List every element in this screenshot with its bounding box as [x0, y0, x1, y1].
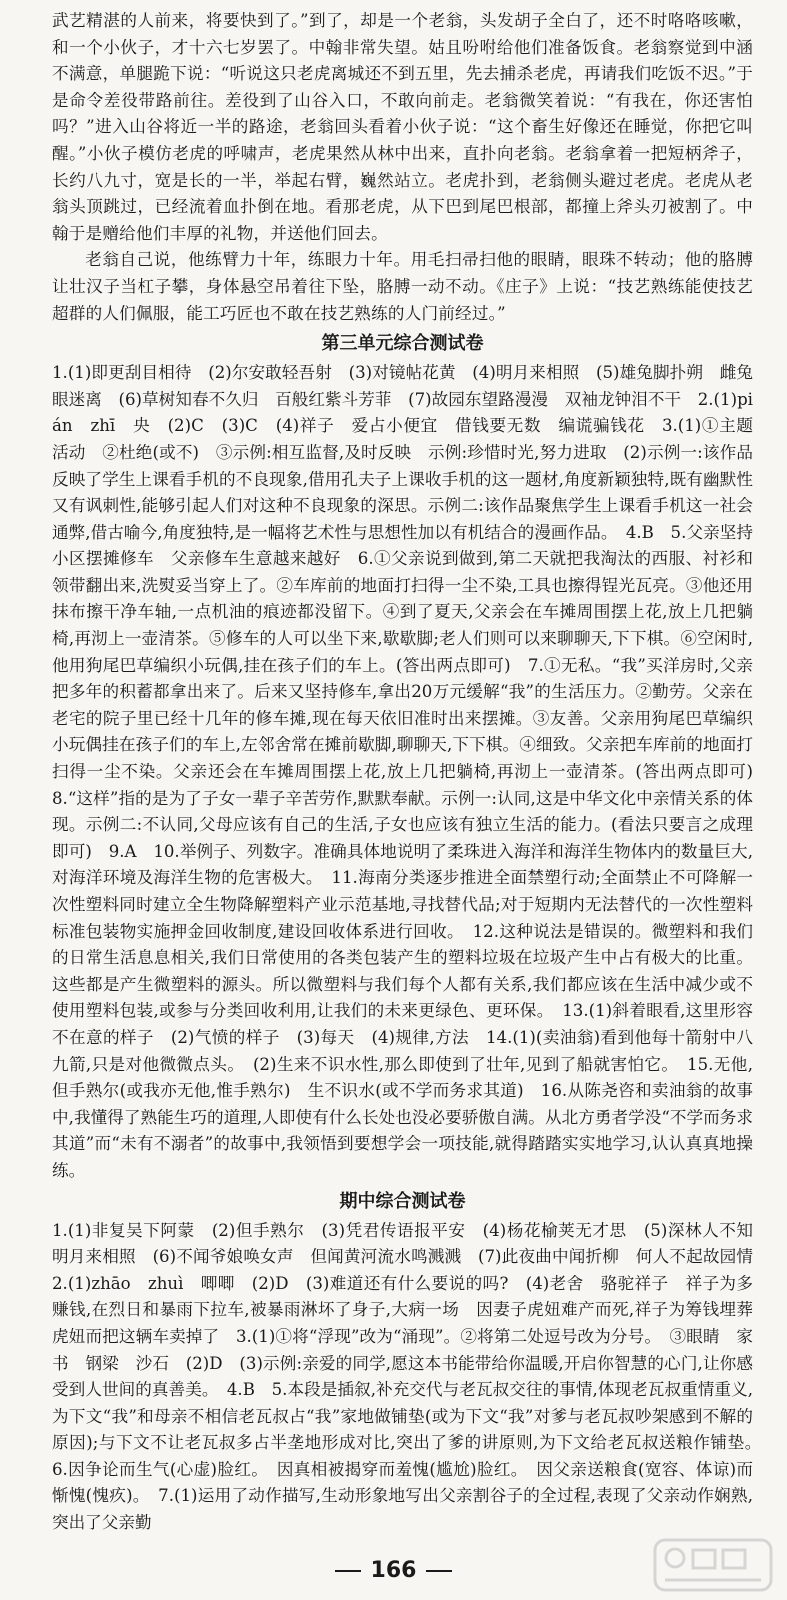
section3-title: 第三单元综合测试卷 — [321, 333, 484, 355]
midterm-answers: 1.(1)非复吴下阿蒙 (2)但手熟尔 (3)凭君传语报平安 (4)杨花榆荚无才思 (5)深林人不知 明月来相照 (6)不闻爷娘唤女声 但闻黄河流水鸣溅溅 (7)此夜曲中闻折柳 何人不起故园情 2.(1)zhāo zhuì 唧唧 (2)D (3)难道还有什么要说的吗? (4)老舍 骆驼祥子 祥子为多赚钱,在烈日和暴雨下拉车,被暴雨淋坏了身子,大病一场 因妻子虎妞难产而死,祥子为筹钱埋葬虎妞而把这辆车卖掉了 3.(1)①将“浮现”改为“涌现”。②将第二处逗号改为分号。 ③眼睛 家书 钢梁 沙石 (2)D (3)示例:亲爱的同学,愿这本书能带给你温暖,开启你智慧的心门,让你感受到人世间的真善美。 4.B 5.本段是插叙,补充交代与老瓦叔交往的事情,体现老瓦叔重情重义,为下文“我”和母亲不相信老瓦叔占“我”家地做铺垫(或为下文“我”对爹与老瓦叔吵架感到不解的原因);与下文不让老瓦叔多占半垄地形成对比,突出了爹的讲原则,为下文给老瓦叔送粮作铺垫。 6.因争论而生气(心虚)脸红。 因真相被揭穿而羞愧(尴尬)脸红。 因父亲送粮食(宽容、体谅)而惭愧(愧疚)。 7.(1)运用了动作描写,生动形象地写出父亲割谷子的全过程,表现了父亲动作娴熟,突出了父亲勤 — [52, 1220, 770, 1533]
passage-paragraph-1: 武艺精湛的人前来，将要快到了。”到了，却是一个老翁，头发胡子全白了，还不时咯咯咳嗽，和一个小伙子，才十六七岁罢了。中翰非常失望。姑且吩咐给他们准备饭食。老翁察觉到中涵不满意，单腿跪下说：“听说这只老虎离城还不到五里，先去捕杀老虎，再请我们吃饭不迟。”于是命令差役带路前往。差役到了山谷入口，不敢向前走。老翁微笑着说：“有我在，你还害怕吗？”进入山谷将近一半的路途，老翁回头看着小伙子说：“这个畜生好像还在睡觉，你把它叫醒。”小伙子模仿老虎的呼啸声，老虎果然从林中出来，直扑向老翁。老翁拿着一把短柄斧子，长约八九寸，宽是长的一半，举起右臂，巍然站立。老虎扑到，老翁侧头避过老虎。老虎从老翁头顶跳过，已经流着血扑倒在地。看那老虎，从下巴到尾巴根部，都撞上斧头刃被割了。中翰于是赠给他们丰厚的礼物，并送他们回去。 — [52, 11, 753, 243]
passage-paragraph-2: 老翁自己说，他练臂力十年，练眼力十年。用毛扫帚扫他的眼睛，眼珠不转动；他的胳膊让壮汉子当杠子攀，身体悬空吊着往下坠，胳膊一动不动。《庄子》上说：“技艺熟练能使技艺超群的人们佩服，能工巧匠也不敢在技艺熟练的人门前经过。” — [52, 250, 753, 323]
page-number-dash-left — [335, 1570, 361, 1572]
section3-answers: 1.(1)即更刮目相待 (2)尔安敢轻吾射 (3)对镜帖花黄 (4)明月来相照 (5)雄兔脚扑朔 雌兔眼迷离 (6)草树知春不久归 百般红紫斗芳菲 (7)故园东望路漫漫 双袖龙钟泪不干 2.(1)pián zhī 央 (2)C (3)C (4)祥子 爱占小便宜 借钱要无数 编谎骗钱花 3.(1)①主题 活动 ②杜绝(或不) ③示例:相互监督,及时反映 示例:珍惜时光,努力进取 (2)示例一:该作品反映了学生上课看手机的不良现象,借用孔夫子上课收手机的这一题材,角度新颖独特,既有幽默性又有讽刺性,能够引起人们对这种不良现象的深思。示例二:该作品聚焦学生上课看手机这一社会通弊,借古喻今,角度独特,是一幅将艺术性与思想性加以有机结合的漫画作品。 4.B 5.父亲坚持小区摆摊修车 父亲修车生意越来越好 6.①父亲说到做到,第二天就把我淘汰的西服、衬衫和领带翻出来,洗熨妥当穿上了。②车库前的地面打扫得一尘不染,工具也擦得锃光瓦亮。③他还用抹布擦干净车轴,一点机油的痕迹都没留下。④到了夏天,父亲会在车摊周围摆上花,放上几把躺椅,再沏上一壶清茶。⑤修车的人可以坐下来,歇歇脚;老人们则可以来聊聊天,下下棋。⑥空闲时,他用狗尾巴草编织小玩偶,挂在孩子们的车上。(答出两点即可) 7.①无私。“我”买洋房时,父亲把多年的积蓄都拿出来了。后来又坚持修车,拿出20万元缓解“我”的生活压力。②勤劳。父亲在老宅的院子里已经十几年的修车摊,现在每天依旧准时出来摆摊。③友善。父亲用狗尾巴草编织小玩偶挂在孩子们的车上,左邻舍常在摊前歇脚,聊聊天,下下棋。④细致。父亲把车库前的地面打扫得一尘不染。父亲还会在车摊周围摆上花,放上几把躺椅,再沏上一壶清茶。(答出两点即可) 8.“这样”指的是为了子女一辈子辛苦劳作,默默奉献。示例一:认同,这是中华文化中亲情关系的体现。示例二:不认同,父母应该有自己的生活,子女也应该有独立生活的能力。(看法只要言之成理即可) 9.A 10.举例子、列数字。准确具体地说明了柔珠进入海洋和海洋生物体内的数量巨大,对海洋环境及海洋生物的危害极大。 11.海南分类逐步推进全面禁塑行动;全面禁止不可降解一次性塑料同时建立全生物降解塑料产业示范基地,寻找替代品;对于短期内无法替代的一次性塑料标准包装物实施押金回收制度,建设回收体系进行回收。 12.这种说法是错误的。微塑料和我们的日常生活息息相关,我们日常使用的各类包装产生的塑料垃圾在垃圾产生中占有极大的比重。这些都是产生微塑料的源头。所以微塑料与我们每个人都有关系,我们都应该在生活中减少或不使用塑料包装,或参与分类回收利用,让我们的未来更绿色、更环保。 13.(1)斜着眼看,这里形容不在意的样子 (2)气愤的样子 (3)每天 (4)规律,方法 14.(1)(卖油翁)看到他每十箭射中八九箭,只是对他微微点头。 (2)生来不识水性,那么即使到了壮年,见到了船就害怕它。 15.无他,但手熟尔(或我亦无他,惟手熟尔) 生不识水(或不学而务求其道) 16.从陈尧咨和卖油翁的故事中,我懂得了熟能生巧的道理,人即使有什么长处也没必要骄傲自满。从北方勇者学没“不学而务求其道”而“未有不溺者”的故事中,我领悟到要想学会一项技能,就得踏踏实实地学习,认认真真地操练。 — [52, 363, 770, 1180]
page-number-text: 166 — [370, 1558, 417, 1583]
midterm-title: 期中综合测试卷 — [339, 1190, 466, 1212]
page-number-dash-right — [426, 1570, 452, 1572]
watermark-logo — [653, 1536, 773, 1594]
